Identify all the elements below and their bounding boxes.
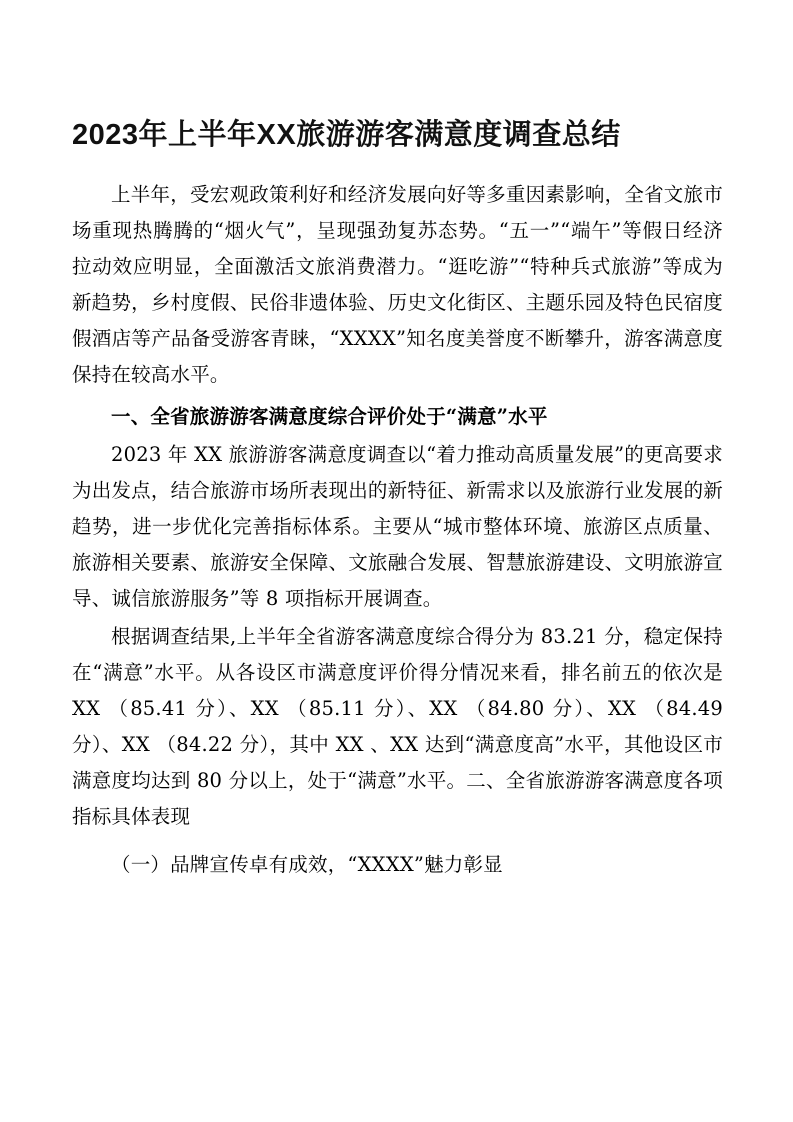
section-heading-one: 一、全省旅游游客满意度综合评价处于“满意”水平 [111, 404, 548, 428]
subsection-heading-one: （一）品牌宣传卓有成效，“XXXX”魅力彰显 [111, 852, 503, 876]
page-title: 2023年上半年XX旅游游客满意度调查总结 [72, 119, 621, 151]
paragraph-intro: 上半年，受宏观政策利好和经济发展向好等多重因素影响，全省文旅市场重现热腾腾的“烟火气”，呈现强劲复苏态势。“五一”“端午”等假日经济拉动效应明显，全面激活文旅消费潜力。“逛吃游”“特种兵式旅游”等成为新趋势，乡村度假、民俗非遗体验、历史文化街区、主题乐园及特色民宿度假酒店等产品备受游客青睐，“XXXX”知名度美誉度不断攀升，游客满意度保持在较高水平。 [72, 182, 723, 386]
paragraph-section-one-second: 根据调查结果,上半年全省游客满意度综合得分为 83.21 分，稳定保持在“满意”水平。从各设区市满意度评价得分情况来看，排名前五的依次是 XX （85.41 分）、XX （85.11 分）、XX （84.80 分）、XX （84.49 分）、XX （84.22 分），其中 XX 、XX 达到“满意度高”水平，其他设区市满意度均达到 80 分以上，处于“满意”水平。二、全省旅游游客满意度各项指标具体表现 [72, 624, 723, 828]
paragraph-section-one-first: 2023 年 XX 旅游游客满意度调查以“着力推动高质量发展”的更高要求为出发点，结合旅游市场所表现出的新特征、新需求以及旅游行业发展的新趋势，进一步优化完善指标体系。主要从“城市整体环境、旅游区点质量、旅游相关要素、旅游安全保障、文旅融合发展、智慧旅游建设、文明旅游宣导、诚信旅游服务”等 8 项指标开展调查。 [72, 442, 723, 610]
